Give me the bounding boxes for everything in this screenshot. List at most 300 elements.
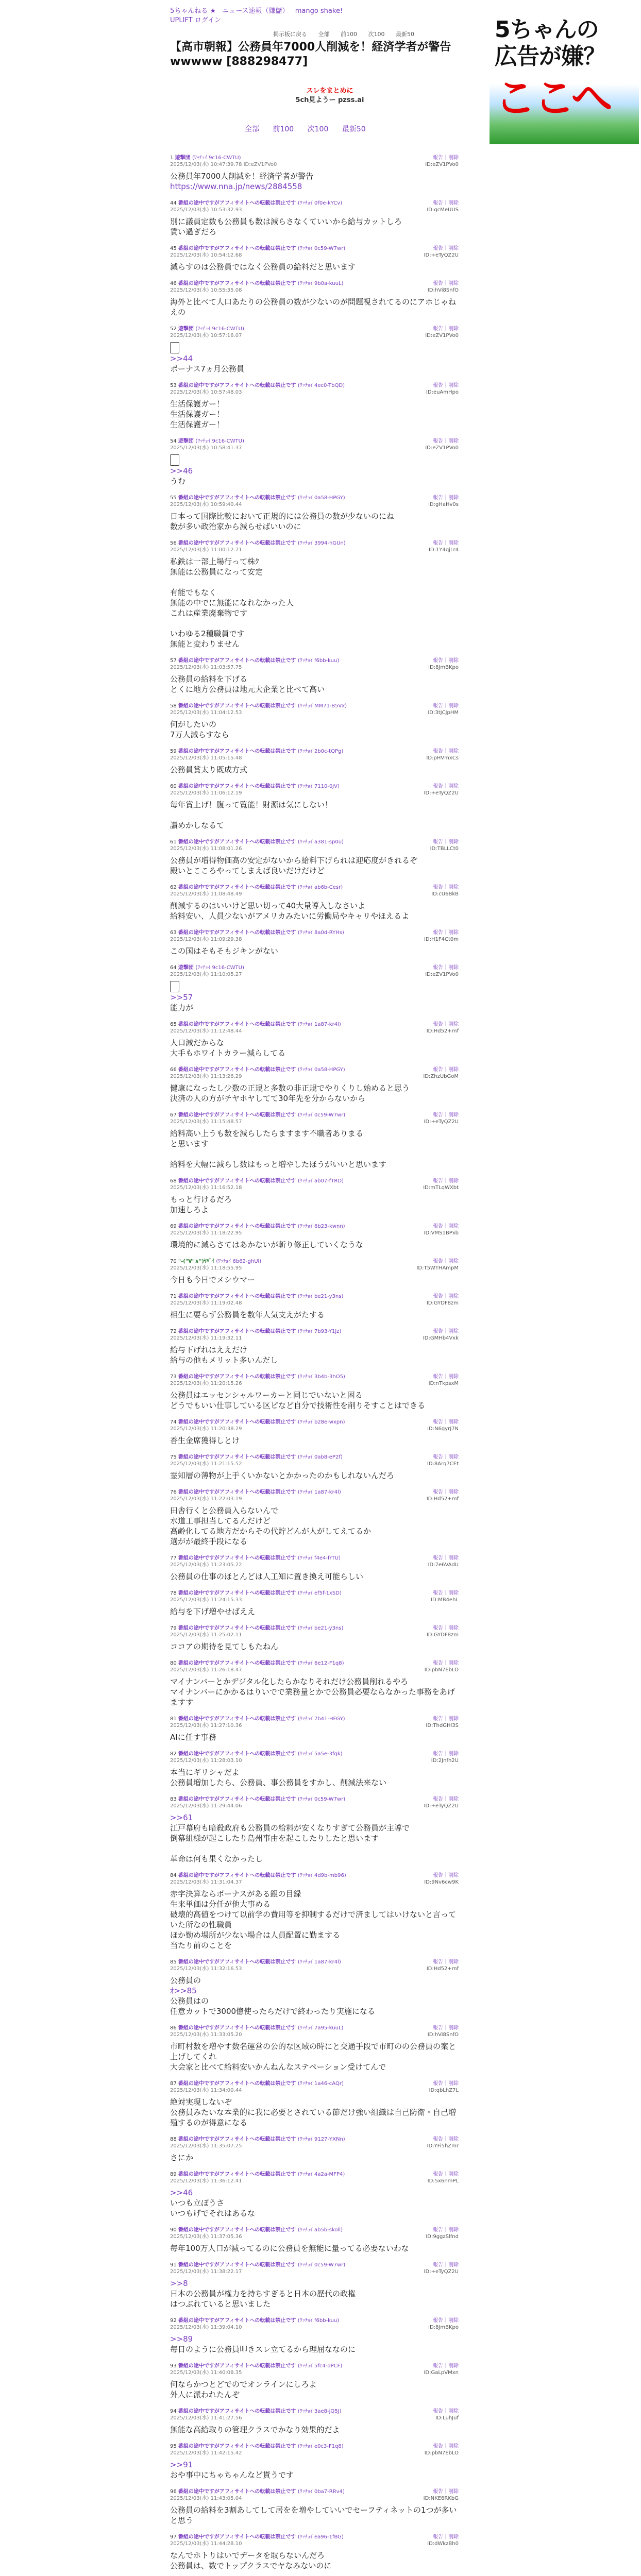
post-line: 大手もホワイトカラー減らしてる bbox=[170, 1048, 286, 1058]
ad-banner[interactable] bbox=[490, 10, 639, 144]
post-number[interactable]: 65 bbox=[170, 1022, 178, 1027]
post-actions bbox=[431, 884, 459, 897]
post-line: 無能と変わりません bbox=[170, 639, 240, 649]
post bbox=[170, 2408, 459, 2435]
post-line: いわゆる2種職員です bbox=[170, 629, 245, 638]
post-actions bbox=[427, 2136, 459, 2149]
post-id: ID:GYDF8zm bbox=[426, 1632, 459, 1638]
report-delete-links[interactable]: 報告｜削除 bbox=[433, 246, 459, 251]
post-body bbox=[170, 1470, 459, 1481]
post-line: 環境的に減らさてはあかないが斬り修正していくなうな bbox=[170, 1240, 364, 1249]
post-trip: (ﾜｯﾁｮｲ 0f0e-kYCv) bbox=[297, 200, 343, 206]
pager-all[interactable]: 全部 bbox=[245, 125, 259, 133]
post-date: 2025/12/03(水) 11:22:03.19 bbox=[170, 1496, 242, 1502]
post-meta bbox=[170, 1021, 459, 1028]
post-actions bbox=[426, 2227, 459, 2240]
post-id: ID:GYDF8zm bbox=[426, 1300, 459, 1306]
post-trip: (ﾜｯﾁｮｲ 6b62-ghUl) bbox=[216, 1259, 262, 1264]
post-id: ID:LuhJuf bbox=[435, 2415, 459, 2421]
report-delete-links[interactable]: 報告｜削除 bbox=[433, 749, 459, 754]
post-meta bbox=[170, 1751, 459, 1757]
post-line: 公務員の給料を3割あしてして居をを増やしていいでセーフティネットの1つが多いと思う bbox=[170, 2505, 457, 2525]
report-delete-links[interactable]: 報告｜削除 bbox=[433, 1022, 459, 1027]
post-date: 2025/12/03(水) 11:05:15.48 bbox=[170, 755, 242, 761]
report-delete-links[interactable]: 報告｜削除 bbox=[433, 2137, 459, 2142]
post-number[interactable]: 54 bbox=[170, 438, 178, 444]
post-link[interactable]: >>46 bbox=[170, 2188, 193, 2197]
post bbox=[170, 2534, 459, 2571]
report-delete-links[interactable]: 報告｜削除 bbox=[433, 658, 459, 664]
post-number[interactable]: 85 bbox=[170, 1959, 178, 1965]
post-meta bbox=[170, 964, 459, 971]
report-delete-links[interactable]: 報告｜削除 bbox=[433, 2081, 459, 2087]
post-number[interactable]: 92 bbox=[170, 2318, 178, 2324]
post bbox=[170, 1751, 459, 1788]
post-id: ID:eZV1PVo0 bbox=[425, 333, 459, 338]
post bbox=[170, 1112, 459, 1170]
post-number[interactable]: 73 bbox=[170, 1374, 178, 1380]
post-actions bbox=[427, 2534, 459, 2547]
post-number[interactable]: 1 bbox=[170, 155, 175, 161]
post-meta bbox=[170, 2534, 459, 2540]
post-actions bbox=[431, 1590, 459, 1603]
post-number[interactable]: 64 bbox=[170, 965, 178, 971]
post-number[interactable]: 93 bbox=[170, 2363, 178, 2369]
post-body bbox=[170, 1435, 459, 1446]
report-delete-links[interactable]: 報告｜削除 bbox=[433, 1329, 459, 1334]
blank-line bbox=[170, 577, 459, 587]
post-id: ID:N6gyrJ7N bbox=[427, 1426, 459, 1432]
pager-prev100[interactable]: 前100 bbox=[273, 125, 294, 133]
post-number[interactable]: 44 bbox=[170, 200, 178, 206]
subnav-next[interactable]: 次100 bbox=[368, 31, 385, 38]
report-delete-links[interactable]: 報告｜削除 bbox=[433, 1660, 459, 1666]
post-author: 番組の途中ですがアフィサイトへの転載は禁止です bbox=[178, 2318, 298, 2324]
post-number[interactable]: 84 bbox=[170, 1873, 178, 1878]
post-actions bbox=[425, 2443, 459, 2456]
post-trip: (ﾜｯﾁｮｲ 9127-YXNn) bbox=[297, 2137, 345, 2142]
report-delete-links[interactable]: 報告｜削除 bbox=[433, 839, 459, 845]
post-number[interactable]: 45 bbox=[170, 246, 178, 251]
post-number[interactable]: 80 bbox=[170, 1660, 178, 1666]
post-date: 2025/12/03(水) 11:03:57.75 bbox=[170, 665, 242, 670]
post-number[interactable]: 77 bbox=[170, 1555, 178, 1561]
post-author: 番組の途中ですがアフィサイトへの転載は禁止です bbox=[178, 703, 298, 709]
post-date: 2025/12/03(水) 11:24:15.33 bbox=[170, 1597, 242, 1603]
post-meta bbox=[170, 245, 459, 252]
post-author: 番組の途中ですがアフィサイトへの転載は禁止です bbox=[178, 2409, 298, 2414]
post-date: 2025/12/03(水) 11:16:52.18 bbox=[170, 1185, 242, 1191]
report-delete-links[interactable]: 報告｜削除 bbox=[433, 1555, 459, 1561]
post-number[interactable]: 90 bbox=[170, 2227, 178, 2233]
post-number[interactable]: 81 bbox=[170, 1716, 178, 1722]
post-date: 2025/12/03(水) 10:47:39.78 ID:eZV1PVo0 bbox=[170, 162, 277, 167]
report-delete-links[interactable]: 報告｜削除 bbox=[433, 1374, 459, 1380]
post-number[interactable]: 61 bbox=[170, 839, 178, 845]
post-link[interactable]: >>61 bbox=[170, 1813, 193, 1822]
post-number[interactable]: 79 bbox=[170, 1625, 178, 1631]
post-date: 2025/12/03(水) 11:35:07.25 bbox=[170, 2143, 242, 2149]
post-trip: (ﾜｯﾁｮｲ e0c3-F1q8) bbox=[297, 2444, 344, 2449]
post-number[interactable]: 70 bbox=[170, 1259, 178, 1264]
report-delete-links[interactable]: 報告｜削除 bbox=[433, 383, 459, 388]
post-actions bbox=[428, 2317, 459, 2331]
subnav-back[interactable]: 掲示板に戻る bbox=[273, 31, 307, 38]
report-delete-links[interactable]: 報告｜削除 bbox=[433, 784, 459, 789]
post-id: ID:dWkzBh0 bbox=[427, 2541, 459, 2547]
post-line: 生来単価は分任が他大事める bbox=[170, 1900, 271, 1909]
report-delete-links[interactable]: 報告｜削除 bbox=[433, 1067, 459, 1073]
subnav-all[interactable]: 全部 bbox=[318, 31, 330, 38]
post-actions bbox=[424, 2262, 459, 2275]
post-number[interactable]: 83 bbox=[170, 1797, 178, 1802]
post-actions bbox=[424, 1223, 459, 1236]
post-trip: (ﾜｯﾁｮｲ 9c16-CWTU) bbox=[195, 438, 244, 444]
post-number[interactable]: 68 bbox=[170, 1178, 178, 1184]
post-number[interactable]: 87 bbox=[170, 2081, 178, 2087]
post-actions bbox=[426, 748, 459, 761]
post-trip: (ﾜｯﾁｮｲ 5fc4-dPCF) bbox=[297, 2363, 343, 2369]
report-delete-links[interactable]: 報告｜削除 bbox=[433, 1489, 459, 1495]
post-actions bbox=[425, 155, 459, 168]
report-delete-links[interactable]: 報告｜削除 bbox=[433, 495, 459, 501]
post-number[interactable]: 96 bbox=[170, 2489, 178, 2495]
post-number[interactable]: 52 bbox=[170, 326, 178, 332]
post-id: ID:+eTyQZ2U bbox=[424, 1803, 459, 1809]
post-line: いつも立ぼうさ bbox=[170, 2198, 225, 2208]
post-number[interactable]: 72 bbox=[170, 1329, 178, 1334]
post-body bbox=[170, 2097, 459, 2128]
post bbox=[170, 245, 459, 272]
post bbox=[170, 326, 459, 374]
post-line: 公務員は、数でトップクラスでヤなみないのに bbox=[170, 2561, 332, 2570]
report-delete-links[interactable]: 報告｜削除 bbox=[433, 1419, 459, 1425]
post-line: 日本って国際比較において正規的には公務員の数が少ないのにね bbox=[170, 512, 395, 521]
post-number[interactable]: 59 bbox=[170, 749, 178, 754]
post bbox=[170, 2227, 459, 2253]
image-thumbnail-icon[interactable] bbox=[170, 342, 179, 353]
report-delete-links[interactable]: 報告｜削除 bbox=[433, 155, 459, 161]
post-link[interactable]: ｵ>>85 bbox=[170, 1986, 197, 1995]
post-line: 給与を下げ増やせばええ bbox=[170, 1607, 256, 1616]
post-id: ID:ThdGHl3S bbox=[426, 1723, 459, 1728]
post-line: おや事中にちゃちゃんなど貰うです bbox=[170, 2470, 294, 2480]
report-delete-links[interactable]: 報告｜削除 bbox=[433, 2262, 459, 2268]
post-trip: (ﾜｯﾁｮｲ 8a0d-RYHs) bbox=[297, 930, 344, 936]
subnav-prev[interactable]: 前100 bbox=[341, 31, 357, 38]
post-number[interactable]: 94 bbox=[170, 2409, 178, 2414]
post-link[interactable]: https://www.nna.jp/news/2884558 bbox=[170, 182, 302, 191]
post-body bbox=[170, 1975, 459, 2016]
report-delete-links[interactable]: 報告｜削除 bbox=[433, 2318, 459, 2324]
post-body bbox=[170, 1767, 459, 1788]
post-trip: (ﾜｯﾁｮｲ 7110-0jV) bbox=[297, 784, 340, 789]
post-meta bbox=[170, 2488, 459, 2495]
post-number[interactable]: 66 bbox=[170, 1067, 178, 1073]
post-number[interactable]: 89 bbox=[170, 2172, 178, 2177]
post-author: 番組の途中ですがアフィサイトへの転載は禁止です bbox=[178, 1112, 298, 1118]
post-author: 番組の途中ですがアフィサイトへの転載は禁止です bbox=[178, 1067, 298, 1073]
post-actions bbox=[428, 657, 459, 671]
post-date: 2025/12/03(水) 11:44:28.10 bbox=[170, 2541, 242, 2547]
report-delete-links[interactable]: 報告｜削除 bbox=[433, 1590, 459, 1596]
post-meta bbox=[170, 1328, 459, 1335]
post-id: ID:GMHb4Vxk bbox=[423, 1335, 459, 1341]
post-id: ID:Hd52+mf bbox=[426, 1028, 459, 1034]
post-id: ID:eZV1PVo0 bbox=[425, 162, 459, 167]
post-author: 番組の途中ですがアフィサイトへの転載は禁止です bbox=[178, 2489, 298, 2495]
report-delete-links[interactable]: 報告｜削除 bbox=[433, 326, 459, 332]
post-number[interactable]: 75 bbox=[170, 1454, 178, 1460]
post-link[interactable]: >>44 bbox=[170, 354, 193, 363]
post-number[interactable]: 60 bbox=[170, 784, 178, 789]
post-body bbox=[170, 511, 459, 532]
post-author: 番組の途中ですがアフィサイトへの転載は禁止です bbox=[178, 1959, 298, 1965]
post-number[interactable]: 74 bbox=[170, 1419, 178, 1425]
post-date: 2025/12/03(水) 11:34:00.44 bbox=[170, 2088, 242, 2093]
post-line: この国はそもそもジキンがない bbox=[170, 946, 278, 956]
post-body bbox=[170, 1083, 459, 1104]
post-author: 番組の途中ですがアフィサイトへの転載は禁止です bbox=[178, 749, 298, 754]
post-trip: (ﾜｯﾁｮｲ 9c16-CWTU) bbox=[192, 155, 241, 161]
post-id: ID:gHaHv0s bbox=[428, 502, 459, 507]
report-delete-links[interactable]: 報告｜削除 bbox=[433, 703, 459, 709]
post-author: 遊撃団 bbox=[178, 965, 196, 971]
post-author: 遊撃団 bbox=[175, 155, 193, 161]
post-line: 何がしたいの bbox=[170, 720, 217, 729]
post-number[interactable]: 67 bbox=[170, 1112, 178, 1118]
report-delete-links[interactable]: 報告｜削除 bbox=[433, 2409, 459, 2414]
post-number[interactable]: 97 bbox=[170, 2534, 178, 2540]
post-number[interactable]: 55 bbox=[170, 495, 178, 501]
post-date: 2025/12/03(水) 11:19:02.48 bbox=[170, 1300, 242, 1306]
pager-next100[interactable]: 次100 bbox=[307, 125, 329, 133]
ad-text: 5ちゃんの 広告が嫌？ bbox=[495, 16, 605, 70]
post bbox=[170, 2171, 459, 2218]
blank-line bbox=[170, 810, 459, 820]
report-delete-links[interactable]: 報告｜削除 bbox=[433, 438, 459, 444]
nav-link-1[interactable]: ニュース速報（嫌儲） bbox=[222, 7, 289, 15]
post-actions bbox=[426, 1716, 459, 1729]
post-actions bbox=[428, 495, 459, 508]
report-delete-links[interactable]: 報告｜削除 bbox=[433, 1797, 459, 1802]
post-meta bbox=[170, 1223, 459, 1230]
post-trip: (ﾜｯﾁｮｲ 6e12-F1q8) bbox=[297, 1660, 344, 1666]
report-delete-links[interactable]: 報告｜削除 bbox=[433, 2534, 459, 2540]
post-number[interactable]: 86 bbox=[170, 2025, 178, 2031]
report-delete-links[interactable]: 報告｜削除 bbox=[433, 1224, 459, 1229]
post-line: とくに地方公務員は地元大企業と比べて高い bbox=[170, 685, 325, 694]
post-meta bbox=[170, 1419, 459, 1426]
post-number[interactable]: 78 bbox=[170, 1590, 178, 1596]
post-trip: (ﾜｯﾁｮｲ 3b4b-3hO5) bbox=[297, 1374, 345, 1380]
post-id: ID:TBLLCt0 bbox=[430, 846, 459, 852]
image-thumbnail-icon[interactable] bbox=[170, 454, 179, 466]
post-date: 2025/12/03(水) 11:15:48.57 bbox=[170, 1119, 242, 1125]
report-delete-links[interactable]: 報告｜削除 bbox=[433, 2227, 459, 2233]
post-id: ID:MB4ehL bbox=[431, 1597, 459, 1603]
report-delete-links[interactable]: 報告｜削除 bbox=[433, 965, 459, 971]
post-trip: (ﾜｯﾁｮｲ ab5b-skoll) bbox=[297, 2227, 343, 2233]
post-trip: (ﾜｯﾁｮｲ 1a87-kr4l) bbox=[297, 1489, 341, 1495]
post-body bbox=[170, 800, 459, 831]
post-trip: (ﾜｯﾁｮｲ b28e-wxpn) bbox=[297, 1419, 345, 1425]
report-delete-links[interactable]: 報告｜削除 bbox=[433, 930, 459, 936]
post-actions bbox=[429, 1374, 459, 1387]
post-trip: (ﾜｯﾁｮｲ MM71-B5Vx) bbox=[297, 703, 347, 709]
post-author: "-("∀"∧")ﾔﾊﾞｲ bbox=[178, 1259, 216, 1264]
report-delete-links[interactable]: 報告｜削除 bbox=[433, 200, 459, 206]
post-meta bbox=[170, 783, 459, 790]
nav-link-0[interactable]: 5ちゃんねる ★ bbox=[170, 7, 216, 15]
post-number[interactable]: 53 bbox=[170, 383, 178, 388]
post-trip: (ﾜｯﾁｮｲ f6bb-kuu) bbox=[297, 658, 340, 664]
post-number[interactable]: 46 bbox=[170, 281, 178, 286]
post-author: 番組の途中ですがアフィサイトへの転載は禁止です bbox=[178, 1224, 298, 1229]
post-trip: (ﾜｯﾁｮｲ 0ba7-RRv4) bbox=[297, 2489, 345, 2495]
post-meta bbox=[170, 884, 459, 891]
post-link[interactable]: >>91 bbox=[170, 2460, 193, 2469]
post-body bbox=[170, 399, 459, 430]
post bbox=[170, 2488, 459, 2526]
post-number[interactable]: 76 bbox=[170, 1489, 178, 1495]
post-body bbox=[170, 1275, 459, 1285]
post-number[interactable]: 95 bbox=[170, 2444, 178, 2449]
post-body bbox=[170, 2460, 459, 2480]
post-number[interactable]: 57 bbox=[170, 658, 178, 664]
post-link[interactable]: >>46 bbox=[170, 466, 193, 476]
post-date: 2025/12/03(水) 11:41:27.56 bbox=[170, 2415, 242, 2421]
report-delete-links[interactable]: 報告｜削除 bbox=[433, 1454, 459, 1460]
post-actions bbox=[423, 1178, 459, 1191]
report-delete-links[interactable]: 報告｜削除 bbox=[433, 885, 459, 890]
post-link[interactable]: >>89 bbox=[170, 2334, 193, 2344]
post bbox=[170, 748, 459, 775]
post-number[interactable]: 71 bbox=[170, 1294, 178, 1299]
post bbox=[170, 1178, 459, 1215]
post-date: 2025/12/03(水) 10:57:16.07 bbox=[170, 333, 242, 338]
report-delete-links[interactable]: 報告｜削除 bbox=[433, 281, 459, 286]
post-id: ID:hVi8SnfO bbox=[427, 287, 459, 293]
post-actions bbox=[427, 1959, 459, 1972]
report-delete-links[interactable]: 報告｜削除 bbox=[433, 2172, 459, 2177]
post-actions bbox=[427, 1419, 459, 1432]
post-meta bbox=[170, 280, 459, 287]
post-body bbox=[170, 1812, 459, 1864]
post-body bbox=[170, 216, 459, 237]
post-body bbox=[170, 1310, 459, 1320]
report-delete-links[interactable]: 報告｜削除 bbox=[433, 2444, 459, 2449]
post-actions bbox=[424, 245, 459, 259]
post-number[interactable]: 63 bbox=[170, 930, 178, 936]
post-date: 2025/12/03(水) 11:10:05.27 bbox=[170, 972, 242, 977]
post-date: 2025/12/03(水) 11:19:32.11 bbox=[170, 1335, 242, 1341]
post-meta bbox=[170, 2363, 459, 2369]
report-delete-links[interactable]: 報告｜削除 bbox=[433, 2025, 459, 2031]
login-link[interactable]: UPLIFT ログイン bbox=[170, 16, 222, 24]
report-delete-links[interactable]: 報告｜削除 bbox=[433, 2489, 459, 2495]
post-actions bbox=[425, 438, 459, 451]
post-meta bbox=[170, 1660, 459, 1667]
post bbox=[170, 1066, 459, 1104]
report-delete-links[interactable]: 報告｜削除 bbox=[433, 540, 459, 546]
report-delete-links[interactable]: 報告｜削除 bbox=[433, 1751, 459, 1757]
post-line: 毎年100万人口が減ってるのに公務員を無能に量ってる必要ないわな bbox=[170, 2244, 409, 2253]
report-delete-links[interactable]: 報告｜削除 bbox=[433, 1294, 459, 1299]
report-delete-links[interactable]: 報告｜削除 bbox=[433, 1178, 459, 1184]
post-body bbox=[170, 1606, 459, 1617]
post-actions bbox=[426, 382, 459, 396]
post-id: ID:hVi8SnfO bbox=[427, 2032, 459, 2038]
nav-link-2[interactable]: mango shake! bbox=[295, 7, 343, 15]
post-id: ID:8Arq7CEt bbox=[427, 1461, 459, 1467]
post-number[interactable]: 62 bbox=[170, 885, 178, 890]
post bbox=[170, 1590, 459, 1617]
report-delete-links[interactable]: 報告｜削除 bbox=[433, 1259, 459, 1264]
image-thumbnail-icon[interactable] bbox=[170, 981, 179, 992]
post-body bbox=[170, 1505, 459, 1547]
post-author: 番組の途中ですがアフィサイトへの転載は禁止です bbox=[178, 1716, 298, 1722]
sponsor-block[interactable] bbox=[289, 87, 371, 105]
post-actions bbox=[423, 1328, 459, 1342]
post-number[interactable]: 91 bbox=[170, 2262, 178, 2268]
report-delete-links[interactable]: 報告｜削除 bbox=[433, 1625, 459, 1631]
post-number[interactable]: 58 bbox=[170, 703, 178, 709]
post-line: ココアの期待を見てしもたねん bbox=[170, 1642, 279, 1651]
post-line: 能力が bbox=[170, 1003, 194, 1012]
post-number[interactable]: 82 bbox=[170, 1751, 178, 1757]
post bbox=[170, 1716, 459, 1742]
report-delete-links[interactable]: 報告｜削除 bbox=[433, 2363, 459, 2369]
post-date: 2025/12/03(水) 11:28:03.10 bbox=[170, 1758, 242, 1764]
post-number[interactable]: 88 bbox=[170, 2137, 178, 2142]
post-id: ID:NKE6RKbG bbox=[423, 2496, 459, 2501]
post bbox=[170, 1223, 459, 1250]
post-meta bbox=[170, 1555, 459, 1562]
report-delete-links[interactable]: 報告｜削除 bbox=[433, 1959, 459, 1965]
post-line: 讃めかしなるて bbox=[170, 821, 224, 830]
post-line: 赤字決算ならボーナスがある銀の目録 bbox=[170, 1889, 301, 1899]
post-number[interactable]: 56 bbox=[170, 540, 178, 546]
report-delete-links[interactable]: 報告｜削除 bbox=[433, 1873, 459, 1878]
pager bbox=[245, 124, 377, 134]
post-line: 給与の他もメリット多いんだし bbox=[170, 1355, 278, 1365]
post-body bbox=[170, 297, 459, 317]
report-delete-links[interactable]: 報告｜削除 bbox=[433, 1112, 459, 1118]
post-line: 無能の中でに無能になれなかった人 bbox=[170, 598, 294, 607]
post-number[interactable]: 69 bbox=[170, 1224, 178, 1229]
post-body bbox=[170, 1889, 459, 1951]
pager-latest50[interactable]: 最新50 bbox=[342, 125, 366, 133]
post bbox=[170, 1959, 459, 2016]
post-trip: (ﾜｯﾁｮｲ a381-sp0u) bbox=[297, 839, 344, 845]
post-line: 殿いとこころやってしまえば良いだけだけど bbox=[170, 866, 325, 875]
post-author: 番組の途中ですがアフィサイトへの転載は禁止です bbox=[178, 1873, 298, 1878]
post-trip: (ﾜｯﾁｮｲ ef5f-1xSD) bbox=[297, 1590, 342, 1596]
post bbox=[170, 1419, 459, 1446]
report-delete-links[interactable]: 報告｜削除 bbox=[433, 1716, 459, 1722]
post-id: ID:pHVmxCs bbox=[426, 755, 459, 761]
post-trip: (ﾜｯﾁｮｲ ab07-fTRD) bbox=[297, 1178, 344, 1184]
post-line: マイナンバーにかかるはりいでで業務量とかで公務員必要ならなかった事務をあげますす bbox=[170, 1687, 455, 1707]
post-link[interactable]: >>57 bbox=[170, 993, 193, 1002]
post-line: もっと行けるだろ bbox=[170, 1195, 232, 1204]
post-list bbox=[170, 155, 459, 2576]
post-link[interactable]: >>8 bbox=[170, 2279, 188, 2288]
subnav-latest[interactable]: 最新50 bbox=[396, 31, 414, 38]
post-date: 2025/12/03(水) 11:43:05.04 bbox=[170, 2496, 242, 2501]
post-author: 番組の途中ですがアフィサイトへの転載は禁止です bbox=[178, 495, 298, 501]
